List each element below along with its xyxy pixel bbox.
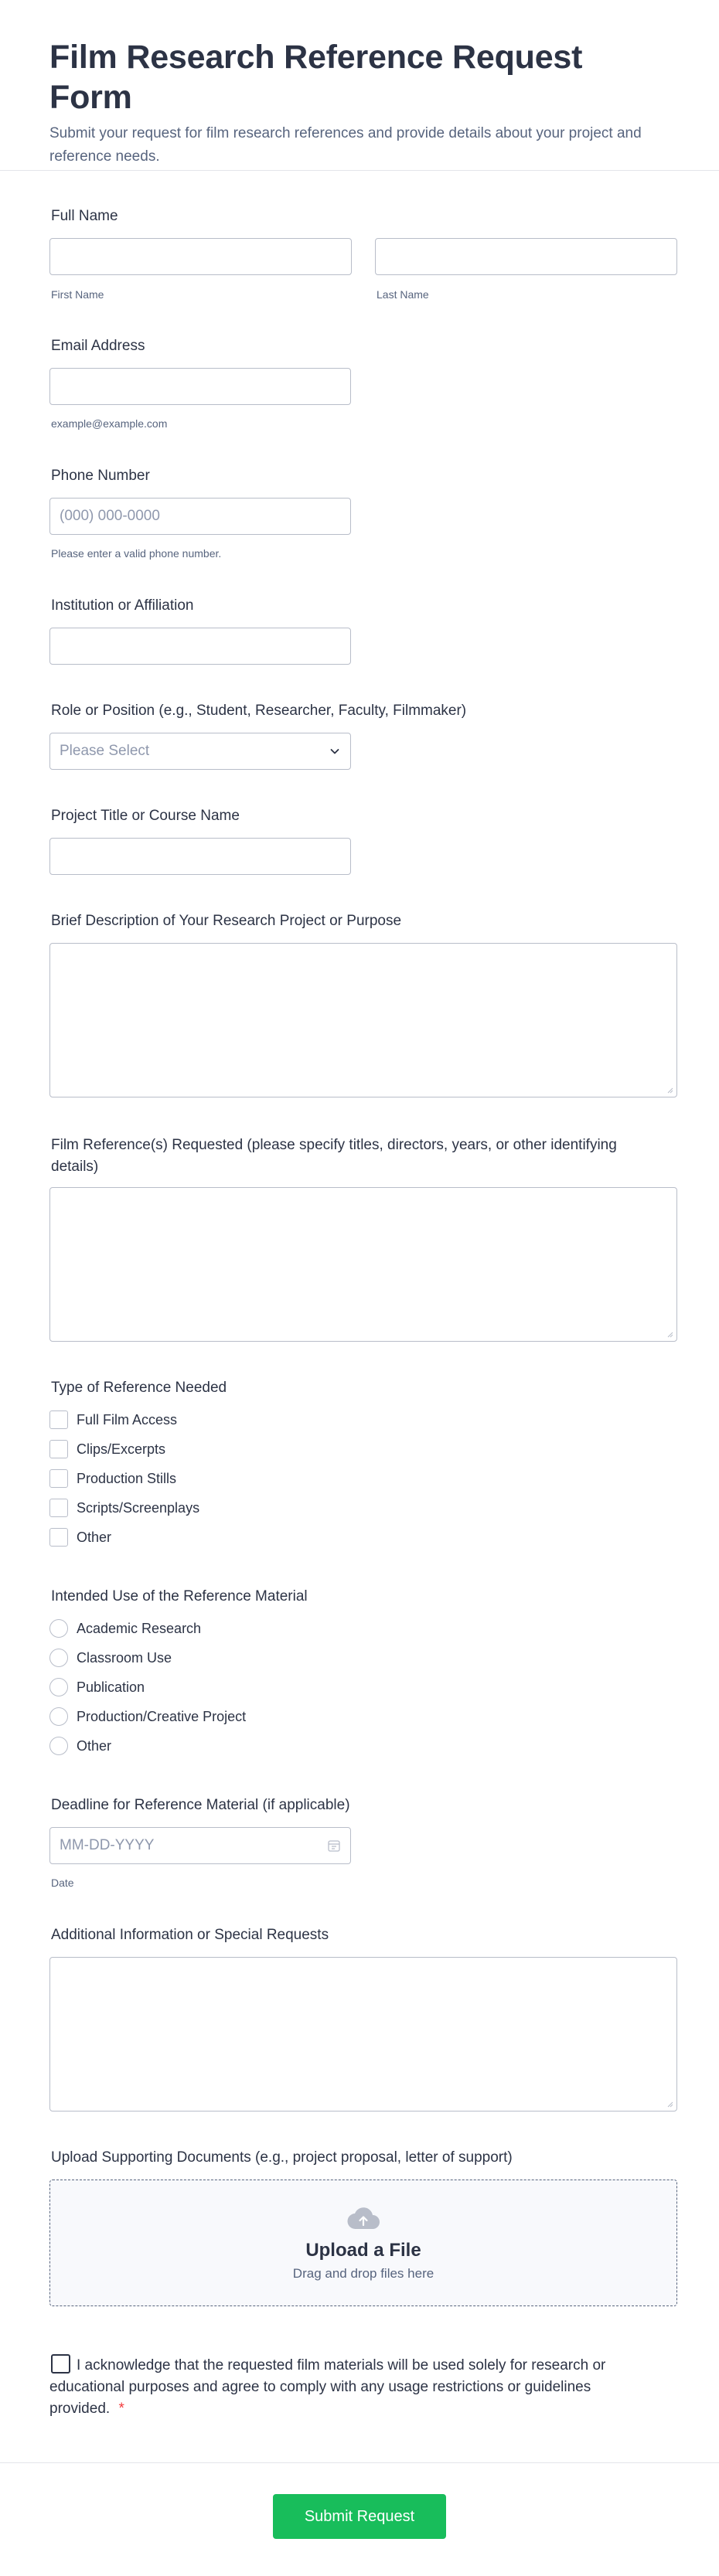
form-title: Film Research Reference Request Form <box>49 39 583 116</box>
additional-label: Additional Information or Special Requests <box>51 1927 329 1943</box>
role-select[interactable] <box>49 733 351 770</box>
option-label: Publication <box>77 1679 145 1695</box>
required-mark: * <box>118 2401 124 2417</box>
deadline-sublabel: Date <box>51 1877 74 1889</box>
radio-button[interactable] <box>49 1678 68 1696</box>
email-label: Email Address <box>51 338 145 354</box>
reference-type-label: Type of Reference Needed <box>51 1380 227 1396</box>
checkbox[interactable] <box>49 1469 68 1488</box>
email-input[interactable] <box>49 368 351 405</box>
description-textarea[interactable] <box>49 943 677 1097</box>
phone-placeholder: (000) 000-0000 <box>60 508 160 524</box>
form-description: Submit your request for film research references and provide details about your project and reference needs. <box>49 125 642 165</box>
calendar-icon[interactable] <box>327 1839 341 1853</box>
checkbox[interactable] <box>49 1440 68 1458</box>
chevron-down-icon <box>329 745 341 757</box>
last-name-sublabel: Last Name <box>377 288 429 301</box>
radio-button[interactable] <box>49 1619 68 1638</box>
checkbox-option[interactable] <box>49 1434 677 1464</box>
institution-label: Institution or Affiliation <box>51 597 194 614</box>
description-section <box>49 910 677 1097</box>
role-select-placeholder: Please Select <box>60 743 150 759</box>
upload-dropzone[interactable] <box>49 2180 677 2306</box>
checkbox-option[interactable] <box>49 1405 677 1434</box>
deadline-placeholder: MM-DD-YYYY <box>60 1837 155 1853</box>
upload-hint: Drag and drop files here <box>292 2266 434 2281</box>
resize-grip-icon[interactable] <box>666 1330 673 1338</box>
institution-input[interactable] <box>49 628 351 665</box>
role-section <box>49 700 677 770</box>
deadline-date-input[interactable] <box>49 1827 351 1864</box>
radio-option[interactable] <box>49 1643 677 1673</box>
film-refs-section <box>49 1135 677 1342</box>
option-label: Production Stills <box>77 1470 177 1486</box>
additional-section <box>49 1924 677 2112</box>
phone-label: Phone Number <box>51 468 150 484</box>
radio-option[interactable] <box>49 1673 677 1702</box>
intended-use-label: Intended Use of the Reference Material <box>51 1588 308 1604</box>
upload-section <box>49 2147 677 2306</box>
film-refs-label: Film Reference(s) Requested (please specify titles, directors, years, or other identifying details) <box>51 1137 617 1175</box>
acknowledge-text: I acknowledge that the requested film materials will be used solely for research or educational purposes and agree to comply with any usage restrictions or guidelines provided. <box>49 2357 606 2417</box>
resize-grip-icon[interactable] <box>666 2100 673 2108</box>
upload-title: Upload a File <box>305 2240 421 2261</box>
checkbox[interactable] <box>49 1499 68 1517</box>
deadline-label: Deadline for Reference Material (if applicable) <box>51 1797 350 1813</box>
option-label: Other <box>77 1737 112 1754</box>
institution-section <box>49 595 351 665</box>
phone-input[interactable] <box>49 498 351 535</box>
project-title-section <box>49 805 351 875</box>
film-refs-textarea[interactable] <box>49 1187 677 1342</box>
option-label: Classroom Use <box>77 1649 172 1666</box>
full-name-label: Full Name <box>51 208 118 224</box>
email-section <box>49 335 351 430</box>
checkbox-option[interactable] <box>49 1493 677 1523</box>
first-name-input[interactable] <box>49 238 352 275</box>
radio-option[interactable] <box>49 1731 677 1761</box>
option-label: Other <box>77 1529 112 1545</box>
form-footer <box>0 2462 719 2576</box>
option-label: Scripts/Screenplays <box>77 1499 200 1516</box>
project-title-label: Project Title or Course Name <box>51 808 240 824</box>
checkbox-option[interactable] <box>49 1464 677 1493</box>
checkbox-option[interactable] <box>49 1523 677 1552</box>
acknowledge-checkbox[interactable] <box>51 2354 70 2374</box>
resize-grip-icon[interactable] <box>666 1086 673 1094</box>
upload-label: Upload Supporting Documents (e.g., project proposal, letter of support) <box>51 2149 513 2166</box>
form-header <box>0 0 719 171</box>
phone-section <box>49 465 351 560</box>
acknowledge-section <box>49 2354 606 2420</box>
phone-sublabel: Please enter a valid phone number. <box>51 547 222 560</box>
first-name-sublabel: First Name <box>51 288 104 301</box>
intended-use-section <box>49 1586 677 1761</box>
option-label: Production/Creative Project <box>77 1708 247 1724</box>
checkbox[interactable] <box>49 1528 68 1547</box>
additional-textarea[interactable] <box>49 1957 677 2112</box>
reference-type-section <box>49 1377 677 1552</box>
option-label: Full Film Access <box>77 1411 178 1428</box>
radio-option[interactable] <box>49 1614 677 1643</box>
checkbox[interactable] <box>49 1411 68 1429</box>
radio-option[interactable] <box>49 1702 677 1731</box>
option-label: Clips/Excerpts <box>77 1441 166 1457</box>
radio-button[interactable] <box>49 1707 68 1726</box>
option-label: Academic Research <box>77 1620 202 1636</box>
submit-button[interactable]: Submit Request <box>273 2494 446 2539</box>
role-label: Role or Position (e.g., Student, Researcher, Faculty, Filmmaker) <box>51 703 467 719</box>
deadline-section <box>49 1795 351 1890</box>
description-label: Brief Description of Your Research Project or Purpose <box>51 913 402 929</box>
last-name-input[interactable] <box>375 238 677 275</box>
full-name-section <box>49 206 677 301</box>
cloud-upload-icon <box>345 2204 382 2232</box>
project-title-input[interactable] <box>49 838 351 875</box>
email-sublabel: example@example.com <box>51 417 168 430</box>
radio-button[interactable] <box>49 1737 68 1755</box>
radio-button[interactable] <box>49 1649 68 1667</box>
